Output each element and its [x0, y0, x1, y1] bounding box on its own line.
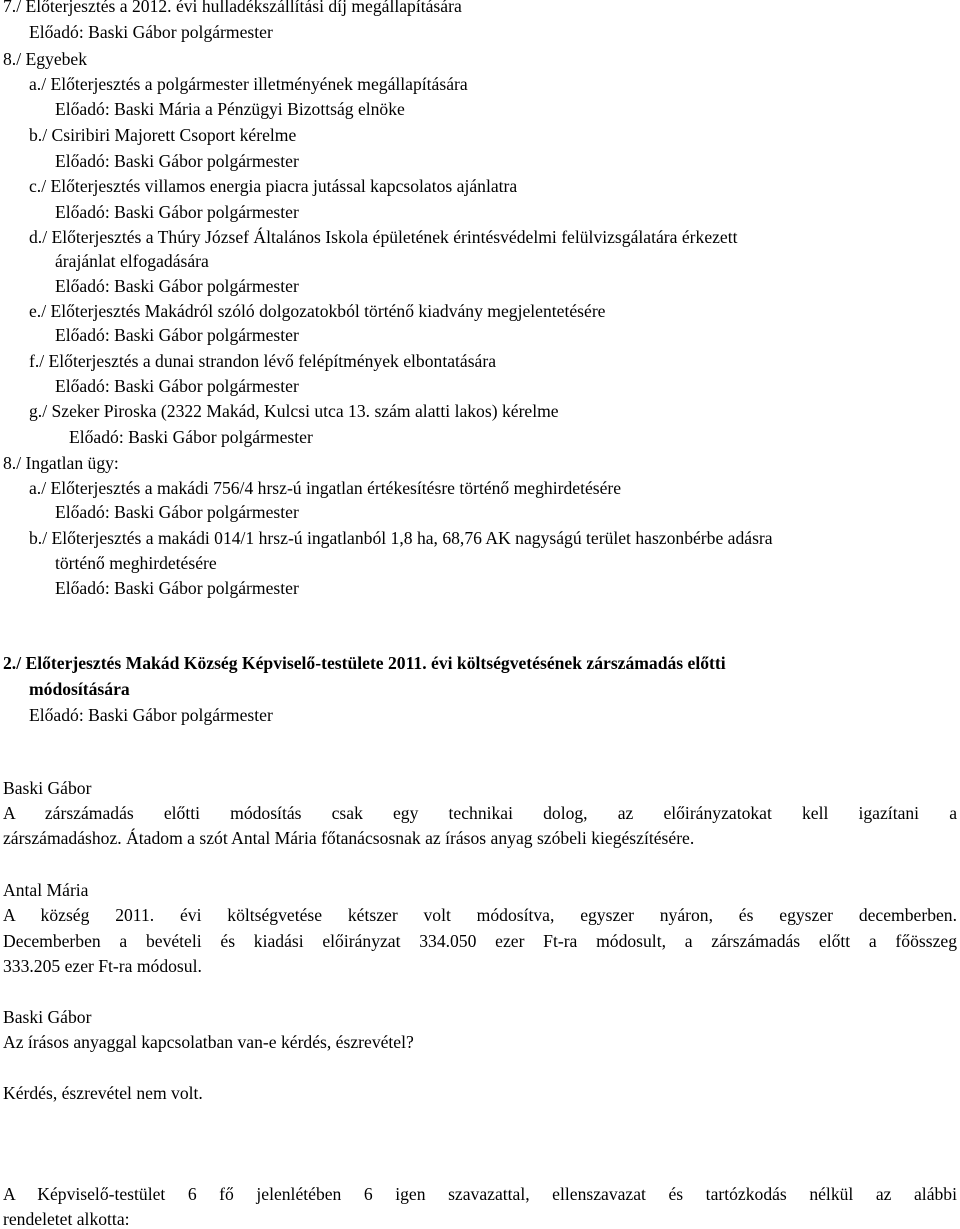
minutes-note: Kérdés, észrevétel nem volt.: [3, 1083, 203, 1103]
agenda-sub-g-title: g./ Szeker Piroska (2322 Makád, Kulcsi utca 13. szám alatti lakos) kérelme: [29, 401, 559, 421]
agenda-item-7-title: 7./ Előterjesztés a 2012. évi hulladékszállítási díj megállapítására: [3, 0, 462, 16]
agenda-property-a-presenter: Előadó: Baski Gábor polgármester: [55, 502, 299, 522]
agenda-sub-b-presenter: Előadó: Baski Gábor polgármester: [55, 151, 299, 171]
agenda-sub-c-title: c./ Előterjesztés villamos energia piacra jutással kapcsolatos ajánlatra: [29, 176, 518, 196]
section-2-heading-cont: módosítására: [29, 679, 130, 699]
agenda-sub-f-title: f./ Előterjesztés a dunai strandon lévő felépítmények elbontatására: [29, 351, 497, 371]
agenda-sub-e-title: e./ Előterjesztés Makádról szóló dolgozatokból történő kiadvány megjelentetésére: [29, 301, 606, 321]
agenda-sub-b-title: b./ Csiribiri Majorett Csoport kérelme: [29, 125, 297, 145]
agenda-item-7-presenter: Előadó: Baski Gábor polgármester: [29, 22, 273, 42]
vote-statement-cont: rendeletet alkotta:: [3, 1209, 130, 1229]
speech-paragraph: A zárszámadás előtti módosítás csak egy technikai dolog, az előirányzatokat kell igazítani a: [3, 803, 957, 823]
agenda-sub-d-title-cont: árajánlat elfogadására: [55, 251, 209, 271]
agenda-property-b-title-cont: történő meghirdetésére: [55, 553, 217, 573]
agenda-property-b-title: b./ Előterjesztés a makádi 014/1 hrsz-ú ingatlanból 1,8 ha, 68,76 AK nagyságú terület haszonbérbe adásra: [29, 528, 773, 548]
agenda-sub-d-title: d./ Előterjesztés a Thúry József Általános Iskola épületének érintésvédelmi felülvizsgálatára érkezett: [29, 227, 738, 247]
speech-paragraph-cont: 333.205 ezer Ft-ra módosul.: [3, 956, 202, 976]
agenda-sub-d-presenter: Előadó: Baski Gábor polgármester: [55, 276, 299, 296]
agenda-sub-e-presenter: Előadó: Baski Gábor polgármester: [55, 325, 299, 345]
agenda-sub-a-presenter: Előadó: Baski Mária a Pénzügyi Bizottság elnöke: [55, 99, 405, 119]
speaker-name: Baski Gábor: [3, 778, 92, 798]
agenda-sub-c-presenter: Előadó: Baski Gábor polgármester: [55, 202, 299, 222]
agenda-sub-f-presenter: Előadó: Baski Gábor polgármester: [55, 376, 299, 396]
speaker-name: Baski Gábor: [3, 1007, 92, 1027]
speech-paragraph-cont: zárszámadáshoz. Átadom a szót Antal Mária főtanácsosnak az írásos anyag szóbeli kiegészítésére.: [3, 828, 695, 848]
agenda-property-a-title: a./ Előterjesztés a makádi 756/4 hrsz-ú ingatlan értékesítésre történő meghirdetésére: [29, 478, 622, 498]
agenda-sub-g-presenter: Előadó: Baski Gábor polgármester: [69, 427, 313, 447]
agenda-item-8-property-title: 8./ Ingatlan ügy:: [3, 453, 119, 473]
agenda-item-8-title: 8./ Egyebek: [3, 49, 88, 69]
agenda-sub-a-title: a./ Előterjesztés a polgármester illetményének megállapítására: [29, 74, 468, 94]
speech-paragraph-cont: Decemberben a bevételi és kiadási előirányzat 334.050 ezer Ft-ra módosult, a zárszámadás előtt a főösszeg: [3, 931, 957, 951]
speech-paragraph: Az írásos anyaggal kapcsolatban van-e kérdés, észrevétel?: [3, 1032, 414, 1052]
section-2-presenter: Előadó: Baski Gábor polgármester: [29, 705, 273, 725]
section-2-heading: 2./ Előterjesztés Makád Község Képviselő-testülete 2011. évi költségvetésének zárszámadás előtti: [3, 653, 726, 673]
speaker-name: Antal Mária: [3, 880, 89, 900]
vote-statement: A Képviselő-testület 6 fő jelenlétében 6 igen szavazattal, ellenszavazat és tartózkodás nélkül az alábbi: [3, 1184, 957, 1204]
agenda-property-b-presenter: Előadó: Baski Gábor polgármester: [55, 578, 299, 598]
speech-paragraph: A község 2011. évi költségvetése kétszer volt módosítva, egyszer nyáron, és egyszer decemberben.: [3, 905, 957, 925]
